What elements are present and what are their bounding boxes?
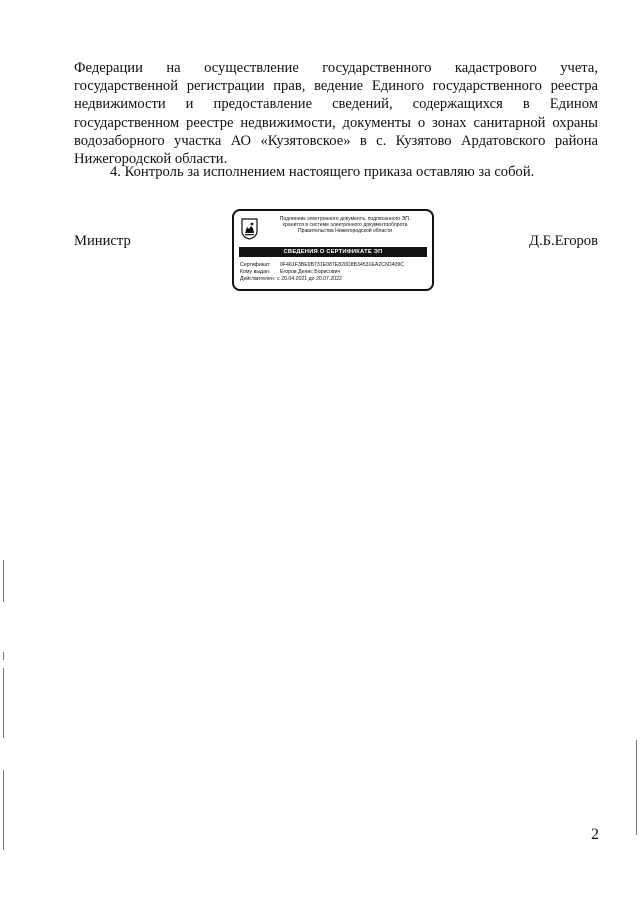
issued-to-label: Кому выдан: (240, 269, 271, 275)
electronic-signature-stamp (232, 209, 434, 291)
page-number: 2 (591, 826, 599, 843)
certificate-label: Сертификат: (240, 262, 271, 268)
certificate-value: 0F461F3BE9B731E087E820D8B34531EA2C6D409C (280, 262, 405, 268)
paragraph-continued-text: Федерации на осуществление государственного кадастрового учета, государственной регистрации прав, ведение Единого государственного реестра недвижимости и предоставление сведений, содержащихся в Едином государственном реестре недвижимости, документы о зонах санитарной охраны водозаборного участка АО «Кузятовское» в с. Кузятово Ардатовского района (74, 60, 598, 149)
scan-edge-mark (3, 668, 4, 738)
scan-edge-mark (3, 652, 4, 660)
paragraph-4: 4. Контроль за исполнением настоящего приказа оставляю за собой. (110, 164, 535, 180)
signatory-position: Министр (74, 233, 131, 249)
stamp-header-line: Правительства Нижегородской области (297, 228, 393, 235)
stamp-header-line: Подлинник электронного документа, подписанного ЭП, (279, 216, 411, 222)
issued-to-value: Егоров Денис Борисович (280, 269, 341, 275)
scan-edge-mark (636, 740, 637, 835)
nizhny-novgorod-coat-of-arms-icon (241, 218, 258, 240)
valid-label: Действителен: (240, 276, 276, 282)
signatory-name: Д.Б.Егоров (529, 233, 598, 249)
paragraph-continued-last-line: Нижегородской области. (74, 151, 228, 168)
valid-value: с 20.04.2021 до 20.07.2022 (277, 276, 342, 282)
stamp-title: СВЕДЕНИЯ О СЕРТИФИКАТЕ ЭП (239, 247, 427, 257)
paragraph-continued (74, 59, 598, 168)
stamp-issued-to-row (240, 269, 404, 276)
stamp-details (240, 262, 404, 283)
scan-edge-mark (3, 560, 4, 602)
stamp-valid-row (240, 276, 404, 283)
scan-edge-mark (3, 770, 4, 850)
stamp-certificate-row (240, 262, 404, 269)
stamp-header-line: хранится в системе электронного документооборота (282, 222, 408, 229)
stamp-header (260, 216, 430, 235)
